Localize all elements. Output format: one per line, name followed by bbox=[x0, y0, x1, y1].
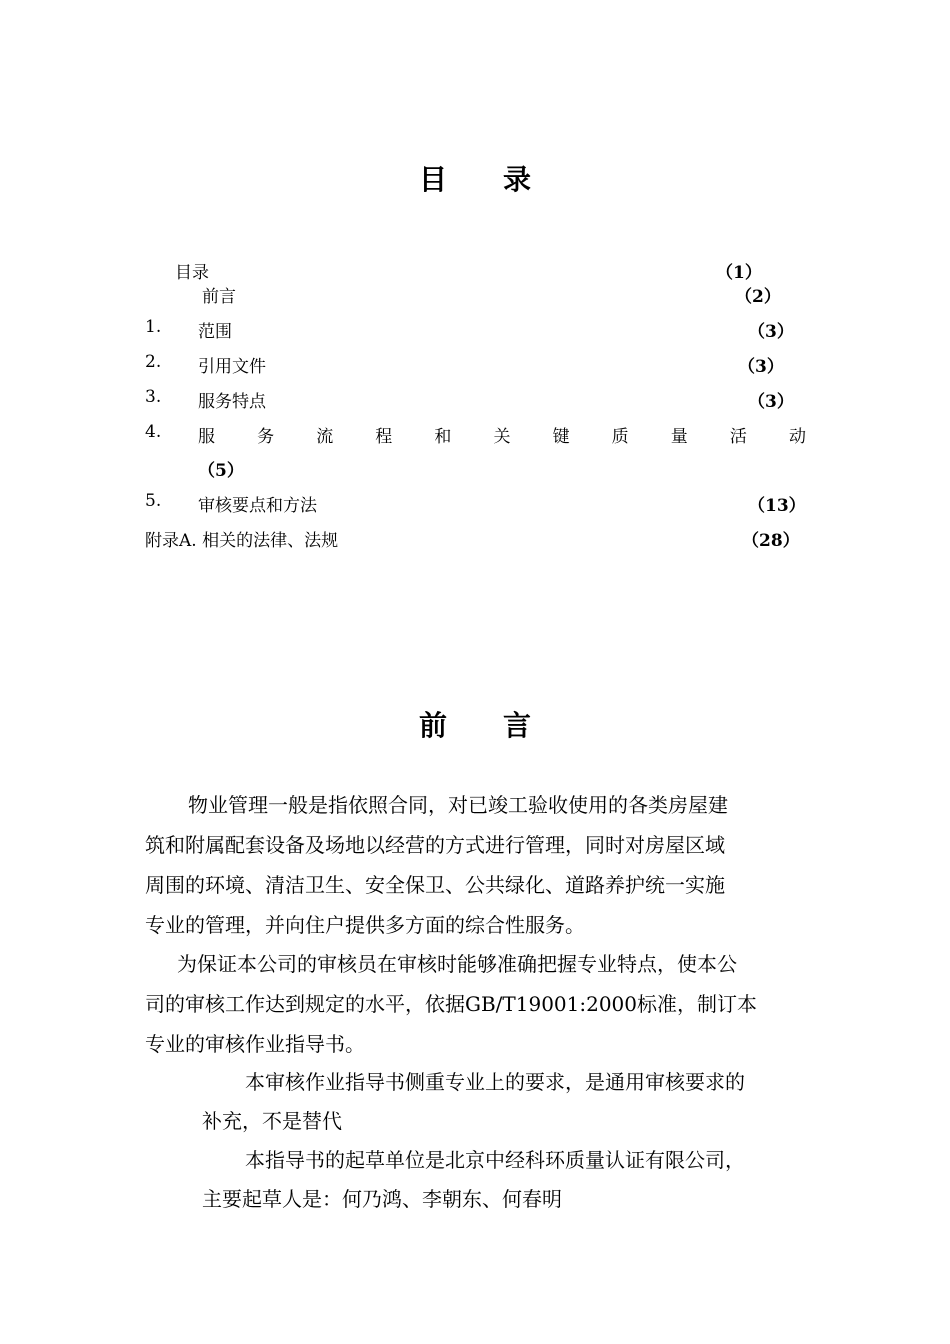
toc-entry-char: 质 bbox=[611, 427, 629, 447]
preface-paragraph-line: 补充，不是替代 bbox=[202, 1109, 342, 1133]
toc-entry-char: 务 bbox=[257, 427, 275, 447]
toc-entry-char: 关 bbox=[493, 427, 511, 447]
toc-entry-label[interactable]: 审核要点和方法 bbox=[198, 496, 317, 516]
toc-entry-page: （5） bbox=[198, 461, 244, 481]
toc-entry-number: 5. bbox=[145, 491, 162, 511]
toc-entry-char: 动 bbox=[788, 427, 806, 447]
preface-paragraph-line: 本指导书的起草单位是北京中经科环质量认证有限公司， bbox=[245, 1148, 745, 1172]
toc-entry-char: 和 bbox=[434, 427, 452, 447]
toc-entry-page: （28） bbox=[742, 531, 800, 551]
toc-entry-label[interactable]: 服务特点 bbox=[198, 392, 266, 412]
preface-paragraph-line: 本审核作业指导书侧重专业上的要求，是通用审核要求的 bbox=[245, 1070, 745, 1094]
toc-entry-label[interactable]: 范围 bbox=[198, 322, 232, 342]
preface-paragraph-line: 司的审核工作达到规定的水平，依据GB/T19001:2000标准，制订本 bbox=[145, 992, 758, 1016]
toc-entry-number: 2. bbox=[145, 352, 162, 372]
toc-title-char-2: 录 bbox=[503, 163, 532, 196]
preface-paragraph-line: 筑和附属配套设备及场地以经营的方式进行管理，同时对房屋区域 bbox=[145, 833, 725, 857]
toc-entry-char: 服 bbox=[198, 427, 215, 447]
toc-entry-char: 程 bbox=[375, 427, 393, 447]
toc-entry-page: （1） bbox=[716, 263, 762, 283]
toc-title bbox=[0, 158, 950, 198]
toc-entry-char: 键 bbox=[552, 427, 570, 447]
toc-entry-page: （13） bbox=[748, 496, 806, 516]
toc-entry-char: 量 bbox=[670, 427, 688, 447]
preface-paragraph-line: 主要起草人是：何乃鸿、李朝东、何春明 bbox=[202, 1187, 562, 1211]
toc-entry-number: 3. bbox=[145, 387, 162, 407]
preface-title-char-2: 言 bbox=[503, 709, 532, 742]
toc-entry-label[interactable]: 引用文件 bbox=[198, 357, 266, 377]
preface-paragraph-line: 物业管理一般是指依照合同，对已竣工验收使用的各类房屋建 bbox=[188, 793, 728, 817]
toc-entry-page: （2） bbox=[735, 287, 781, 307]
preface-paragraph-line: 为保证本公司的审核员在审核时能够准确把握专业特点，使本公 bbox=[177, 952, 737, 976]
toc-entry-label[interactable]: 前言 bbox=[202, 287, 236, 307]
toc-entry-label[interactable]: 附录A. 相关的法律、法规 bbox=[145, 531, 339, 551]
toc-title-char-1: 目 bbox=[418, 163, 447, 196]
toc-entry-page: （3） bbox=[748, 392, 794, 412]
toc-entry-number: 4. bbox=[145, 422, 162, 442]
preface-title bbox=[0, 704, 950, 744]
toc-entry-label-spread[interactable] bbox=[198, 422, 806, 447]
toc-entry-page: （3） bbox=[738, 357, 784, 377]
preface-paragraph-line: 专业的审核作业指导书。 bbox=[145, 1032, 365, 1056]
preface-title-char-1: 前 bbox=[418, 709, 447, 742]
toc-entry-char: 活 bbox=[729, 427, 747, 447]
preface-paragraph-line: 专业的管理，并向住户提供多方面的综合性服务。 bbox=[145, 913, 585, 937]
toc-entry-label[interactable]: 目录 bbox=[175, 263, 209, 283]
toc-entry-page: （3） bbox=[748, 322, 794, 342]
toc-entry-char: 流 bbox=[316, 427, 334, 447]
toc-entry-number: 1. bbox=[145, 317, 162, 337]
preface-paragraph-line: 周围的环境、清洁卫生、安全保卫、公共绿化、道路养护统一实施 bbox=[145, 873, 725, 897]
